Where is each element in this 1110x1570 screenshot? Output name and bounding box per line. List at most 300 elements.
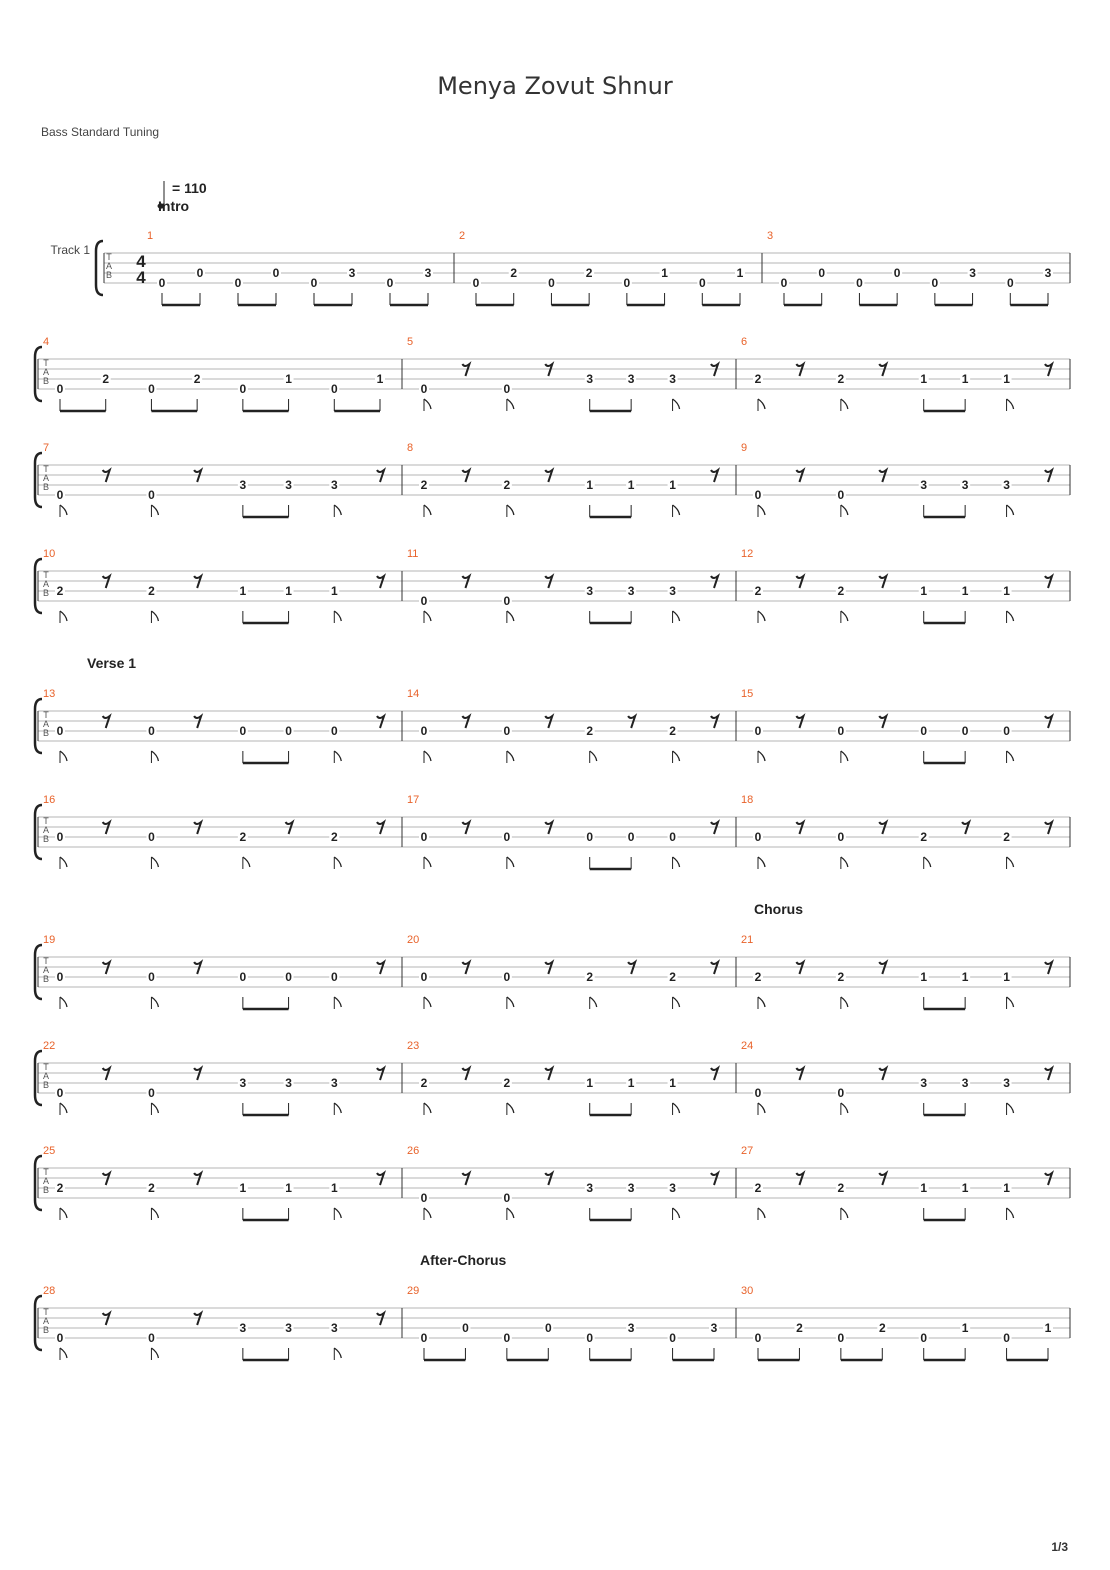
tab-clef-letter: A (42, 1316, 50, 1326)
fret-number: 0 (148, 1331, 155, 1345)
eighth-rest (1045, 576, 1052, 588)
note-flag (507, 505, 514, 515)
fret-number: 2 (754, 584, 762, 598)
fret-number: 2 (754, 1181, 762, 1195)
fret-number: 0 (754, 724, 762, 738)
eighth-rest (194, 576, 201, 588)
eighth-rest (462, 962, 469, 974)
note-flag (424, 611, 431, 621)
fret-number: 1 (920, 584, 928, 598)
eighth-rest (962, 822, 969, 834)
fret-number: 0 (148, 382, 155, 396)
measure-number: 13 (43, 688, 56, 700)
note-flag (151, 751, 158, 761)
section-label: Intro (158, 198, 190, 214)
fret-number: 2 (330, 830, 338, 844)
measure-number: 18 (741, 794, 754, 806)
note-flag (758, 857, 765, 867)
fret-number: 0 (754, 1331, 762, 1345)
note-flag (334, 1348, 341, 1358)
fret-number: 1 (586, 1076, 594, 1090)
eighth-rest (796, 364, 803, 376)
eighth-rest (462, 1068, 469, 1080)
fret-number: 0 (148, 830, 155, 844)
eighth-rest (103, 962, 110, 974)
fret-number: 2 (837, 1181, 845, 1195)
eighth-rest (462, 576, 469, 588)
fret-number: 3 (669, 1181, 676, 1195)
note-flag (151, 505, 158, 515)
note-flag (841, 751, 848, 761)
fret-number: 0 (420, 1331, 428, 1345)
fret-number: 0 (837, 724, 845, 738)
fret-number: 0 (239, 382, 247, 396)
eighth-rest (545, 364, 552, 376)
fret-number: 3 (669, 584, 676, 598)
fret-number: 0 (196, 266, 204, 280)
measure-number: 8 (407, 442, 414, 454)
eighth-rest (377, 716, 384, 728)
tab-clef-letter: A (42, 367, 50, 377)
eighth-rest (194, 716, 201, 728)
fret-number: 0 (148, 1086, 155, 1100)
measure-number: 21 (741, 934, 754, 946)
fret-number: 0 (856, 276, 863, 290)
eighth-rest (103, 1313, 110, 1325)
tab-clef-letter: B (42, 588, 50, 598)
measure-number: 7 (43, 442, 50, 454)
note-flag (424, 1208, 431, 1218)
fret-number: 2 (148, 584, 155, 598)
fret-number: 1 (920, 1181, 928, 1195)
note-flag (1007, 611, 1014, 621)
fret-number: 3 (961, 1076, 969, 1090)
note-flag (758, 1208, 765, 1218)
eighth-rest (545, 716, 552, 728)
fret-number: 0 (330, 382, 338, 396)
eighth-rest (1045, 1068, 1052, 1080)
fret-number: 1 (669, 478, 676, 492)
fret-number: 3 (285, 1076, 292, 1090)
note-flag (673, 611, 680, 621)
eighth-rest (796, 576, 803, 588)
fret-number: 0 (310, 276, 318, 290)
fret-number: 2 (586, 970, 594, 984)
note-flag (60, 751, 67, 761)
fret-number: 0 (931, 276, 939, 290)
measure-number: 5 (407, 336, 414, 348)
note-flag (60, 1103, 67, 1113)
fret-number: 0 (544, 1321, 552, 1335)
fret-number: 3 (969, 266, 976, 280)
eighth-rest (628, 716, 635, 728)
fret-number: 2 (148, 1181, 155, 1195)
eighth-rest (545, 576, 552, 588)
measure-number: 12 (741, 548, 754, 560)
measure-number: 20 (407, 934, 420, 946)
note-flag (60, 1208, 67, 1218)
tab-clef-letter: T (43, 1167, 49, 1177)
note-flag (841, 505, 848, 515)
note-flag (424, 751, 431, 761)
eighth-rest (1045, 716, 1052, 728)
time-signature-top: 4 (136, 252, 146, 271)
note-flag (673, 1208, 680, 1218)
fret-number: 0 (330, 724, 338, 738)
fret-number: 0 (56, 1086, 64, 1100)
fret-number: 0 (472, 276, 480, 290)
fret-number: 0 (56, 382, 64, 396)
fret-number: 1 (330, 1181, 338, 1195)
note-flag (507, 997, 514, 1007)
fret-number: 3 (586, 1181, 594, 1195)
section-label: Verse 1 (87, 655, 137, 671)
eighth-rest (545, 1173, 552, 1185)
eighth-rest (711, 1068, 718, 1080)
note-flag (673, 505, 680, 515)
tab-clef-letter: B (42, 482, 50, 492)
fret-number: 0 (1003, 1331, 1010, 1345)
note-flag (60, 997, 67, 1007)
fret-number: 0 (754, 488, 762, 502)
fret-number: 0 (780, 276, 788, 290)
fret-number: 0 (503, 382, 511, 396)
note-flag (1007, 505, 1014, 515)
fret-number: 2 (669, 970, 676, 984)
fret-number: 0 (961, 724, 969, 738)
note-flag (507, 1208, 514, 1218)
fret-number: 1 (920, 970, 928, 984)
eighth-rest (879, 822, 886, 834)
fret-number: 0 (420, 830, 428, 844)
fret-number: 0 (56, 488, 64, 502)
measure-number: 25 (43, 1145, 56, 1157)
eighth-rest (194, 1313, 201, 1325)
note-flag (1007, 857, 1014, 867)
fret-number: 1 (961, 1321, 969, 1335)
fret-number: 1 (376, 372, 384, 386)
fret-number: 0 (386, 276, 394, 290)
eighth-rest (103, 470, 110, 482)
eighth-rest (377, 576, 384, 588)
fret-number: 1 (961, 970, 969, 984)
fret-number: 3 (239, 1321, 247, 1335)
note-flag (507, 857, 514, 867)
fret-number: 3 (285, 478, 292, 492)
fret-number: 1 (961, 1181, 969, 1195)
fret-number: 0 (920, 724, 928, 738)
note-flag (673, 857, 680, 867)
tempo-marking: = 110 (172, 180, 207, 196)
fret-number: 3 (920, 1076, 928, 1090)
tab-clef-letter: A (42, 1071, 50, 1081)
tab-clef-letter: B (42, 376, 50, 386)
note-flag (1007, 751, 1014, 761)
page-title: Menya Zovut Shnur (437, 72, 673, 100)
note-flag (673, 751, 680, 761)
fret-number: 0 (669, 1331, 676, 1345)
fret-number: 2 (56, 584, 64, 598)
eighth-rest (1045, 962, 1052, 974)
fret-number: 2 (754, 372, 762, 386)
fret-number: 1 (239, 1181, 247, 1195)
tab-clef-letter: T (43, 1307, 49, 1317)
eighth-rest (194, 822, 201, 834)
fret-number: 0 (837, 1086, 845, 1100)
eighth-rest (796, 716, 803, 728)
eighth-rest (103, 822, 110, 834)
eighth-rest (377, 822, 384, 834)
note-flag (151, 611, 158, 621)
fret-number: 3 (586, 584, 594, 598)
note-flag (507, 1103, 514, 1113)
fret-number: 0 (56, 724, 64, 738)
fret-number: 1 (627, 1076, 635, 1090)
fret-number: 0 (56, 830, 64, 844)
fret-number: 3 (239, 478, 247, 492)
fret-number: 2 (586, 724, 594, 738)
note-flag (924, 857, 931, 867)
fret-number: 2 (193, 372, 201, 386)
fret-number: 3 (239, 1076, 247, 1090)
page-number: 1/3 (1051, 1540, 1068, 1554)
measure-number: 2 (459, 230, 466, 242)
measure-number: 11 (407, 548, 419, 560)
tab-clef-letter: T (43, 570, 49, 580)
fret-number: 0 (627, 830, 635, 844)
eighth-rest (1045, 822, 1052, 834)
fret-number: 0 (837, 1331, 845, 1345)
fret-number: 0 (158, 276, 166, 290)
note-flag (758, 751, 765, 761)
eighth-rest (545, 1068, 552, 1080)
eighth-rest (879, 1068, 886, 1080)
fret-number: 0 (420, 382, 428, 396)
eighth-rest (103, 716, 110, 728)
note-flag (151, 997, 158, 1007)
fret-number: 0 (837, 830, 845, 844)
fret-number: 3 (961, 478, 969, 492)
measure-number: 24 (741, 1040, 754, 1052)
eighth-rest (103, 576, 110, 588)
fret-number: 2 (796, 1321, 803, 1335)
eighth-rest (462, 1173, 469, 1185)
measure-number: 29 (407, 1285, 420, 1297)
eighth-rest (796, 470, 803, 482)
fret-number: 2 (837, 970, 845, 984)
note-flag (334, 997, 341, 1007)
fret-number: 1 (285, 1181, 292, 1195)
eighth-rest (879, 576, 886, 588)
measure-number: 3 (767, 230, 774, 242)
fret-number: 3 (669, 372, 676, 386)
fret-number: 1 (285, 372, 292, 386)
eighth-rest (796, 1173, 803, 1185)
note-flag (424, 505, 431, 515)
eighth-rest (796, 822, 803, 834)
eighth-rest (286, 822, 293, 834)
note-flag (841, 399, 848, 409)
track-label: Track 1 (50, 243, 90, 257)
note-flag (243, 857, 250, 867)
fret-number: 2 (420, 478, 428, 492)
fret-number: 0 (698, 276, 706, 290)
fret-number: 0 (503, 830, 511, 844)
note-flag (507, 399, 514, 409)
fret-number: 3 (920, 478, 928, 492)
eighth-rest (377, 1313, 384, 1325)
fret-number: 0 (285, 724, 292, 738)
fret-number: 1 (669, 1076, 676, 1090)
fret-number: 3 (710, 1321, 718, 1335)
measure-number: 17 (407, 794, 420, 806)
measure-number: 10 (43, 548, 56, 560)
tab-clef-letter: B (105, 270, 113, 280)
note-flag (841, 857, 848, 867)
fret-number: 3 (330, 1076, 338, 1090)
tab-clef-letter: T (43, 1062, 49, 1072)
eighth-rest (545, 822, 552, 834)
tab-clef-letter: B (42, 1325, 50, 1335)
note-flag (758, 399, 765, 409)
eighth-rest (377, 470, 384, 482)
tab-clef-letter: B (42, 834, 50, 844)
tab-clef-letter: A (42, 719, 50, 729)
eighth-rest (711, 470, 718, 482)
eighth-rest (377, 962, 384, 974)
note-flag (507, 751, 514, 761)
fret-number: 3 (627, 1321, 635, 1335)
fret-number: 1 (285, 584, 292, 598)
note-flag (334, 1103, 341, 1113)
fret-number: 3 (1003, 478, 1010, 492)
note-flag (151, 1103, 158, 1113)
fret-number: 0 (330, 970, 338, 984)
note-flag (1007, 399, 1014, 409)
note-flag (841, 611, 848, 621)
eighth-rest (628, 962, 635, 974)
note-flag (590, 751, 597, 761)
note-flag (424, 399, 431, 409)
tab-clef-letter: A (42, 473, 50, 483)
tab-clef-letter: A (42, 965, 50, 975)
note-flag (841, 997, 848, 1007)
fret-number: 0 (420, 594, 428, 608)
eighth-rest (879, 962, 886, 974)
fret-number: 2 (102, 372, 110, 386)
fret-number: 2 (837, 372, 845, 386)
fret-number: 3 (330, 478, 338, 492)
fret-number: 0 (239, 724, 247, 738)
note-flag (758, 1103, 765, 1113)
eighth-rest (711, 716, 718, 728)
fret-number: 0 (56, 1331, 64, 1345)
fret-number: 2 (669, 724, 676, 738)
fret-number: 2 (56, 1181, 64, 1195)
fret-number: 1 (961, 584, 969, 598)
fret-number: 0 (837, 488, 845, 502)
eighth-rest (194, 962, 201, 974)
tab-clef-letter: T (43, 816, 49, 826)
note-flag (1007, 997, 1014, 1007)
fret-number: 1 (586, 478, 594, 492)
fret-number: 0 (420, 724, 428, 738)
tab-clef-letter: B (42, 1185, 50, 1195)
fret-number: 1 (1003, 1181, 1010, 1195)
fret-number: 2 (503, 478, 511, 492)
eighth-rest (796, 1068, 803, 1080)
fret-number: 0 (272, 266, 280, 280)
section-label: Chorus (754, 901, 803, 917)
eighth-rest (545, 470, 552, 482)
fret-number: 0 (503, 594, 511, 608)
fret-number: 0 (503, 970, 511, 984)
measure-number: 15 (741, 688, 754, 700)
tab-clef-letter: A (42, 1176, 50, 1186)
eighth-rest (1045, 470, 1052, 482)
eighth-rest (462, 470, 469, 482)
eighth-rest (711, 822, 718, 834)
note-flag (758, 997, 765, 1007)
note-flag (334, 611, 341, 621)
fret-number: 1 (1003, 584, 1010, 598)
fret-number: 1 (1003, 372, 1010, 386)
fret-number: 2 (837, 584, 845, 598)
note-flag (507, 611, 514, 621)
fret-number: 3 (1003, 1076, 1010, 1090)
fret-number: 0 (462, 1321, 469, 1335)
eighth-rest (796, 962, 803, 974)
fret-number: 2 (503, 1076, 511, 1090)
fret-number: 1 (920, 372, 928, 386)
measure-number: 14 (407, 688, 420, 700)
fret-number: 0 (148, 724, 155, 738)
eighth-rest (103, 1068, 110, 1080)
fret-number: 2 (420, 1076, 428, 1090)
tab-clef-letter: T (43, 956, 49, 966)
fret-number: 1 (736, 266, 744, 280)
tab-clef-letter: A (105, 261, 113, 271)
tab-clef-letter: T (106, 252, 112, 262)
note-flag (151, 1348, 158, 1358)
fret-number: 3 (348, 266, 356, 280)
measure-number: 19 (43, 934, 56, 946)
note-flag (758, 611, 765, 621)
fret-number: 0 (754, 1086, 762, 1100)
note-flag (841, 1208, 848, 1218)
tab-clef-letter: T (43, 464, 49, 474)
measure-number: 22 (43, 1040, 56, 1052)
eighth-rest (194, 1068, 201, 1080)
note-flag (590, 997, 597, 1007)
note-flag (334, 1208, 341, 1218)
measure-number: 23 (407, 1040, 420, 1052)
fret-number: 0 (56, 970, 64, 984)
fret-number: 3 (627, 372, 635, 386)
measure-number: 16 (43, 794, 56, 806)
fret-number: 3 (1044, 266, 1052, 280)
fret-number: 3 (285, 1321, 292, 1335)
note-flag (334, 857, 341, 867)
measure-number: 27 (741, 1145, 754, 1157)
note-flag (758, 505, 765, 515)
eighth-rest (377, 1173, 384, 1185)
fret-number: 0 (1006, 276, 1014, 290)
eighth-rest (711, 962, 718, 974)
note-flag (673, 1103, 680, 1113)
fret-number: 1 (1044, 1321, 1052, 1335)
fret-number: 1 (1003, 970, 1010, 984)
